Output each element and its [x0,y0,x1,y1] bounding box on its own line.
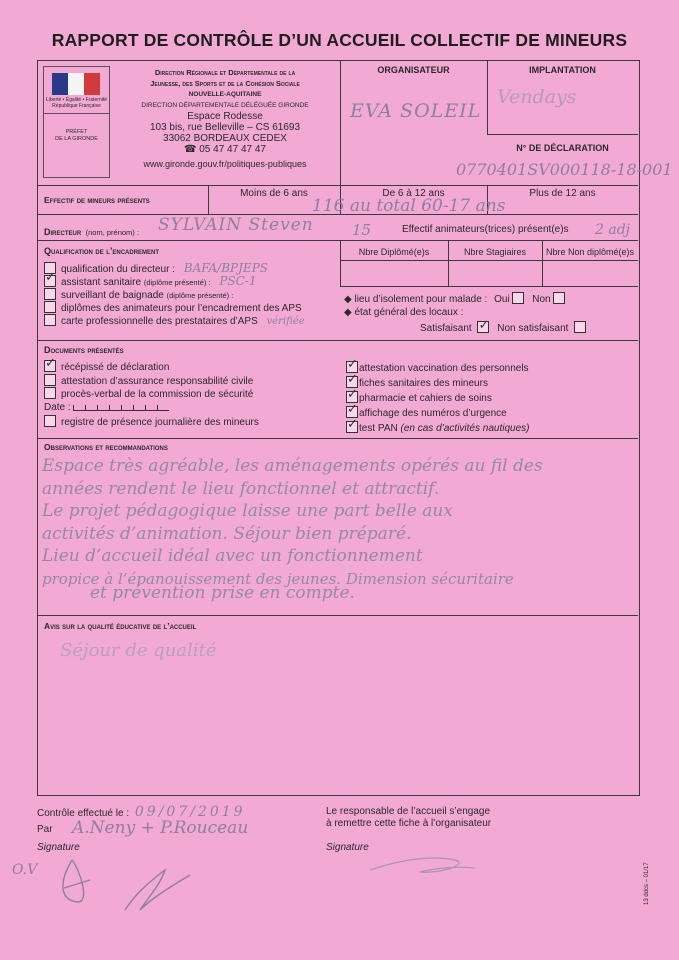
phone-icon: ☎ [184,144,200,155]
checkbox[interactable] [44,288,56,300]
checkbox[interactable] [44,314,56,326]
satisfaisant-checkbox[interactable] [477,321,489,333]
document-label: attestation d’assurance responsabilité civile [61,375,254,387]
documents-left-list [44,360,259,428]
document-label: fiches sanitaires des mineurs [359,378,488,389]
margin-initials: O.V [12,862,38,878]
phone-number: 05 47 47 47 47 [199,144,266,155]
directeur-label-group [44,222,139,240]
par-label: Par [37,824,53,835]
qualification-item-value: vérifiée [266,316,305,327]
document-label: pharmacie et cahiers de soins [359,393,492,404]
republic-name: République Française [52,103,101,109]
divider [37,340,638,341]
document-item[interactable] [346,361,529,376]
documents-label: Documents présentés [44,345,124,355]
animateurs-extra: 2 adj [595,222,631,238]
organisateur-label: ORGANISATEUR [377,65,450,75]
side-code: 13 ddcs – 01/17 [644,862,650,905]
observation-line: activités d’animation. Séjour bien préparé. [42,523,412,544]
implantation-label: IMPLANTATION [529,65,596,75]
divider [487,134,638,135]
responsable-line: Le responsable de l’accueil s’engage [326,806,491,817]
observation-line: années rendent le lieu fonctionnel et attractif. [42,478,440,499]
observation-line: Le projet pédagogique laisse une part belle aux [42,501,453,521]
document-label: test PAN [359,423,398,434]
signature-label: Signature [37,842,80,853]
observation-line: et prévention prise en compte. [90,583,355,603]
etat-row [344,307,463,318]
declaration-value: 0770401SV000118-18-001 [456,160,673,179]
responsable-text [326,806,491,830]
non-satisfaisant-checkbox[interactable] [574,321,586,333]
etat-label: état général des locaux : [354,307,464,318]
isolement-label: lieu d’isolement pour malade : [354,294,488,305]
divider [37,185,638,186]
effectif-col-moins6: Moins de 6 ans [240,188,308,199]
document-note: (en cas d’activités nautiques) [400,423,530,434]
checkbox[interactable] [44,387,56,399]
satisfaisant-label: Satisfaisant [420,323,472,334]
effectif-handwritten: 116 au total 60-17 ans [312,196,506,216]
responsable-signature [360,840,480,880]
qualification-item[interactable] [44,301,305,314]
non-label: Non [532,294,551,305]
prefet-label: PRÉFET [65,129,88,135]
divider [37,438,638,439]
non-satisfaisant-label: Non satisfaisant [497,323,569,334]
direction-line: NOUVELLE-AQUITAINE [188,91,262,98]
col-stagiaires: Nbre Stagiaires [463,247,527,257]
qualification-item-value: BAFA/BPJEPS [183,261,268,275]
observation-line: Lieu d’accueil idéal avec un fonctionnement [42,546,423,566]
observation-line: propice à l’épanouissement des jeunes. Dimension sécuritaire [42,569,514,588]
checkbox[interactable] [44,360,56,372]
divider [340,286,638,287]
directeur-sublabel: (nom, prénom) : [85,228,139,237]
col-diplomes: Nbre Diplômé(e)s [358,247,430,257]
qualification-item[interactable] [44,262,305,275]
signature-stroke [370,858,475,872]
qualification-item-label: qualification du directeur : [61,264,175,275]
page-title: RAPPORT DE CONTRÔLE D’UN ACCUEIL COLLECTIF DE MINEURS [51,30,628,50]
col-non-diplomes: Nbre Non diplômé(e)s [545,247,635,257]
checkbox[interactable] [44,301,56,313]
prefet-gironde: DE LA GIRONDE [55,136,98,142]
document-item[interactable] [346,421,529,436]
document-item[interactable] [346,376,529,391]
divider [37,615,638,616]
qualification-item[interactable] [44,314,305,327]
documents-right-list [346,361,529,436]
divider [37,240,638,241]
document-item[interactable] [346,391,529,406]
signature-stroke [125,870,190,910]
effectif-col-plus12: Plus de 12 ans [529,188,596,199]
par-value: A.Neny + P.Rouceau [72,818,249,838]
direction-line: 33062 BORDEAUX CEDEX [163,133,287,144]
document-item[interactable] [44,374,259,388]
observations-text [42,455,642,605]
document-label: attestation vaccination des personnels [359,363,529,374]
qualification-item-label: assistant sanitaire [61,277,142,288]
implantation-value: Vendays [497,86,577,108]
document-label: procès-verbal de la commission de sécurité [61,389,254,400]
checkbox[interactable] [44,275,56,287]
qualification-item-label: surveillant de baignade [61,290,164,301]
qualification-item-label: carte professionnelle des prestataires d’APS [61,316,258,327]
divider [340,260,638,261]
document-item[interactable] [44,360,259,374]
qualification-item[interactable] [44,288,305,301]
controle-label: Contrôle effectué le : [37,808,130,819]
directeur-label: Directeur [44,227,82,237]
document-label: registre de présence journalière des mineurs [61,416,259,428]
website: www.gironde.gouv.fr/politiques-publiques [143,159,307,169]
inspector-signatures [50,840,200,925]
qualification-item-value: PSC-1 [219,274,257,288]
direction-line: Espace Rodesse [187,111,263,122]
direction-line: Direction Régionale et Départementale de la [154,68,296,77]
date-boxes[interactable] [73,402,169,411]
effectif-label: Effectif de mineurs présents [44,195,150,205]
effectif-col-6-12: De 6 à 12 ans [382,188,445,199]
checkbox[interactable] [346,421,358,433]
date-label: Date : [44,401,71,413]
document-item[interactable] [346,406,529,421]
qualification-item-sub: (diplôme présenté) : [143,278,211,287]
non-checkbox[interactable] [553,292,565,304]
direction-line: Jeunesse, des Sports et de la Cohésion Sociale [150,79,300,88]
qualification-list [44,262,305,327]
isolement-row [344,292,570,305]
bullet-icon: ◆ [344,307,355,318]
direction-line: DIRECTION DÉPARTEMENTALE DÉLÉGUÉE GIRONDE [141,102,309,109]
signature-stroke [63,860,90,902]
checkbox[interactable] [44,415,56,427]
avis-value: Séjour de qualité [60,640,217,661]
marianne-logo [52,73,100,95]
animateurs-label: Effectif animateurs(trices) présent(e)s [402,224,569,235]
organisateur-value: EVA SOLEIL [350,100,482,122]
signature2-label: Signature [326,842,369,853]
checkbox[interactable] [44,374,56,386]
document-item[interactable] [44,387,259,401]
qualification-item-sub: (diplôme présenté) : [166,291,234,300]
bullet-icon: ◆ [344,294,355,305]
oui-checkbox[interactable] [512,292,524,304]
qualification-label: Qualification de l’encadrement [44,246,160,256]
oui-label: Oui [494,294,510,305]
document-label: récépissé de déclaration [61,362,170,373]
controle-date: 09/07/2019 [134,804,246,820]
declaration-label: N° DE DÉCLARATION [516,143,609,153]
animateurs-value: 15 [352,221,372,239]
etat-options [420,321,591,334]
date-row [44,401,259,415]
document-item[interactable] [44,415,259,429]
direction-line: 103 bis, rue Belleville – CS 61693 [149,122,301,133]
qualification-item-label: diplômes des animateurs pour l’encadrement des APS [61,303,302,314]
directeur-value: SYLVAIN Steven [158,215,314,235]
document-label: affichage des numéros d’urgence [359,408,507,419]
qualification-item[interactable] [44,275,305,288]
observation-line: Espace très agréable, les aménagements opérés au fil des [42,456,543,476]
divider [340,60,341,185]
republic-motto: Liberté • Égalité • Fraternité [45,97,108,103]
direction-block [112,67,338,170]
responsable-line: à remettre cette fiche à l’organisateur [326,818,492,829]
observations-label: Observations et recommandations [44,442,168,452]
logo-box [43,66,110,178]
avis-label: Avis sur la qualité éducative de l’accueil [44,621,197,631]
